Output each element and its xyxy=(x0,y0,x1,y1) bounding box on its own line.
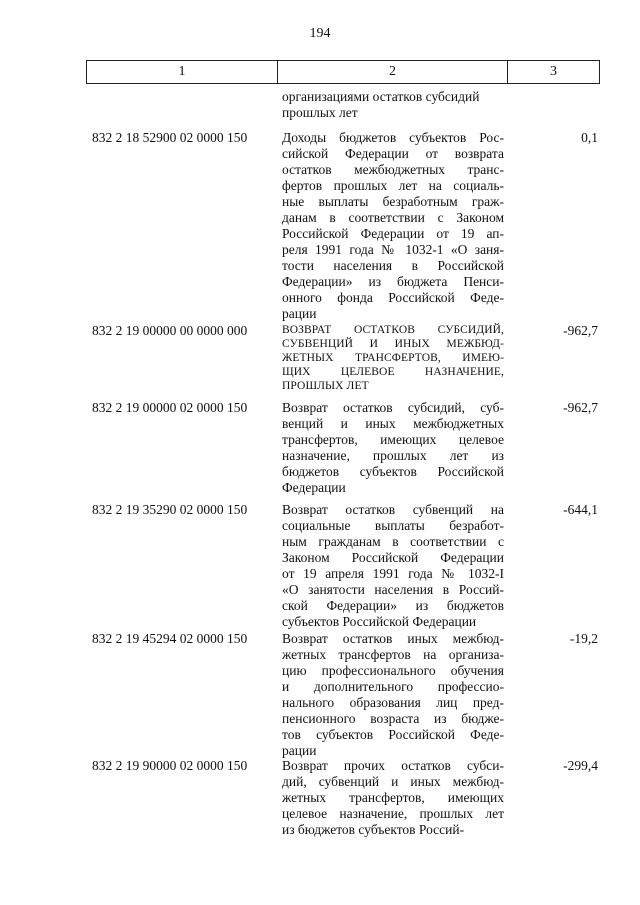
row-description xyxy=(282,400,504,496)
description-line: Возврат остатков иных межбюд- xyxy=(282,631,504,646)
description-line: Возврат прочих остатков субси- xyxy=(282,758,504,773)
description-line: социальные выплаты безработ- xyxy=(282,518,504,533)
amount-value: -299,4 xyxy=(563,758,598,773)
amount-value: 0,1 xyxy=(581,130,598,145)
amount-value: -644,1 xyxy=(563,502,598,517)
continued-description-line: организациями остатков субсидий xyxy=(282,89,480,104)
description-line: данам в соответствии с Законом xyxy=(282,210,504,225)
description-line: бюджетов субъектов Российской xyxy=(282,464,504,479)
description-line: фертов прошлых лет на социаль- xyxy=(282,178,504,193)
description-line: СУБВЕНЦИЙ И ИНЫХ МЕЖБЮД- xyxy=(282,338,504,350)
description-line: субъектов Российской Федерации xyxy=(282,614,477,629)
description-line: ЩИХ ЦЕЛЕВОЕ НАЗНАЧЕНИЕ, xyxy=(282,366,504,378)
continued-description xyxy=(282,89,504,121)
description-line: целевое назначение, прошлых лет xyxy=(282,806,504,821)
budget-code: 832 2 18 52900 02 0000 150 xyxy=(92,130,248,145)
description-line: Российской Федерации от 19 ап- xyxy=(282,226,504,241)
row-description xyxy=(282,631,504,759)
description-line: ным гражданам в соответствии с xyxy=(282,534,504,549)
row-description xyxy=(282,323,504,393)
column-header-code: 1 xyxy=(87,61,278,83)
description-line: ВОЗВРАТ ОСТАТКОВ СУБСИДИЙ, xyxy=(282,324,504,336)
column-header-amount: 3 xyxy=(550,64,557,79)
description-line: Доходы бюджетов субъектов Рос- xyxy=(282,130,504,145)
budget-code: 832 2 19 90000 02 0000 150 xyxy=(92,758,248,773)
row-description xyxy=(282,502,504,630)
description-line: венций и иных межбюджетных xyxy=(282,416,504,431)
budget-code: 832 2 19 35290 02 0000 150 xyxy=(92,502,248,517)
budget-code: 832 2 19 45294 02 0000 150 xyxy=(92,631,248,646)
description-line: назначение, прошлых лет из xyxy=(282,448,504,463)
amount-value: -962,7 xyxy=(563,400,598,415)
description-line: ПРОШЛЫХ ЛЕТ xyxy=(282,380,369,392)
description-line: жетных трансфертов на организа- xyxy=(282,647,504,662)
description-line: Федерации xyxy=(282,480,346,495)
row-description xyxy=(282,758,504,838)
description-line: и дополнительного профессио- xyxy=(282,679,504,694)
continued-description-line: прошлых лет xyxy=(282,105,358,120)
description-line: реля 1991 года № 1032-1 «О заня- xyxy=(282,242,504,257)
description-line: Законом Российской Федерации xyxy=(282,550,504,565)
description-line: ЖЕТНЫХ ТРАНСФЕРТОВ, ИМЕЮ- xyxy=(282,352,504,364)
description-line: нального образования лиц пред- xyxy=(282,695,504,710)
page-number: 194 xyxy=(309,26,331,41)
description-line: трансфертов, имеющих целевое xyxy=(282,432,504,447)
description-line: «О занятости населения в Россий- xyxy=(282,582,504,597)
description-line: тов субъектов Российской Феде- xyxy=(282,727,504,742)
description-line: цию профессионального обучения xyxy=(282,663,504,678)
description-line: из бюджетов субъектов Россий- xyxy=(282,822,465,837)
description-line: жетных трансфертов, имеющих xyxy=(282,790,504,805)
column-header-name: 2 xyxy=(278,61,508,83)
description-line: ные выплаты безработным граж- xyxy=(282,194,504,209)
budget-code: 832 2 19 00000 02 0000 150 xyxy=(92,400,248,415)
table-column-header xyxy=(86,60,600,84)
description-line: пенсионного возраста из бюдже- xyxy=(282,711,504,726)
description-line: Возврат остатков субсидий, суб- xyxy=(282,400,504,415)
description-line: Федерации» из бюджета Пенси- xyxy=(282,274,504,289)
description-line: от 19 апреля 1991 года № 1032-I xyxy=(282,566,504,581)
description-line: рации xyxy=(282,743,317,758)
amount-value: -19,2 xyxy=(569,631,598,646)
description-line: онного фонда Российской Феде- xyxy=(282,290,504,305)
amount-value: -962,7 xyxy=(563,323,598,338)
description-line: остатков межбюджетных транс- xyxy=(282,162,504,177)
row-description xyxy=(282,130,504,322)
description-line: сийской Федерации от возврата xyxy=(282,146,504,161)
description-line: тости населения в Российской xyxy=(282,258,504,273)
budget-code: 832 2 19 00000 00 0000 000 xyxy=(92,323,248,338)
description-line: рации xyxy=(282,306,317,321)
description-line: дий, субвенций и иных межбюд- xyxy=(282,774,504,789)
description-line: Возврат остатков субвенций на xyxy=(282,502,504,517)
description-line: ской Федерации» из бюджетов xyxy=(282,598,504,613)
